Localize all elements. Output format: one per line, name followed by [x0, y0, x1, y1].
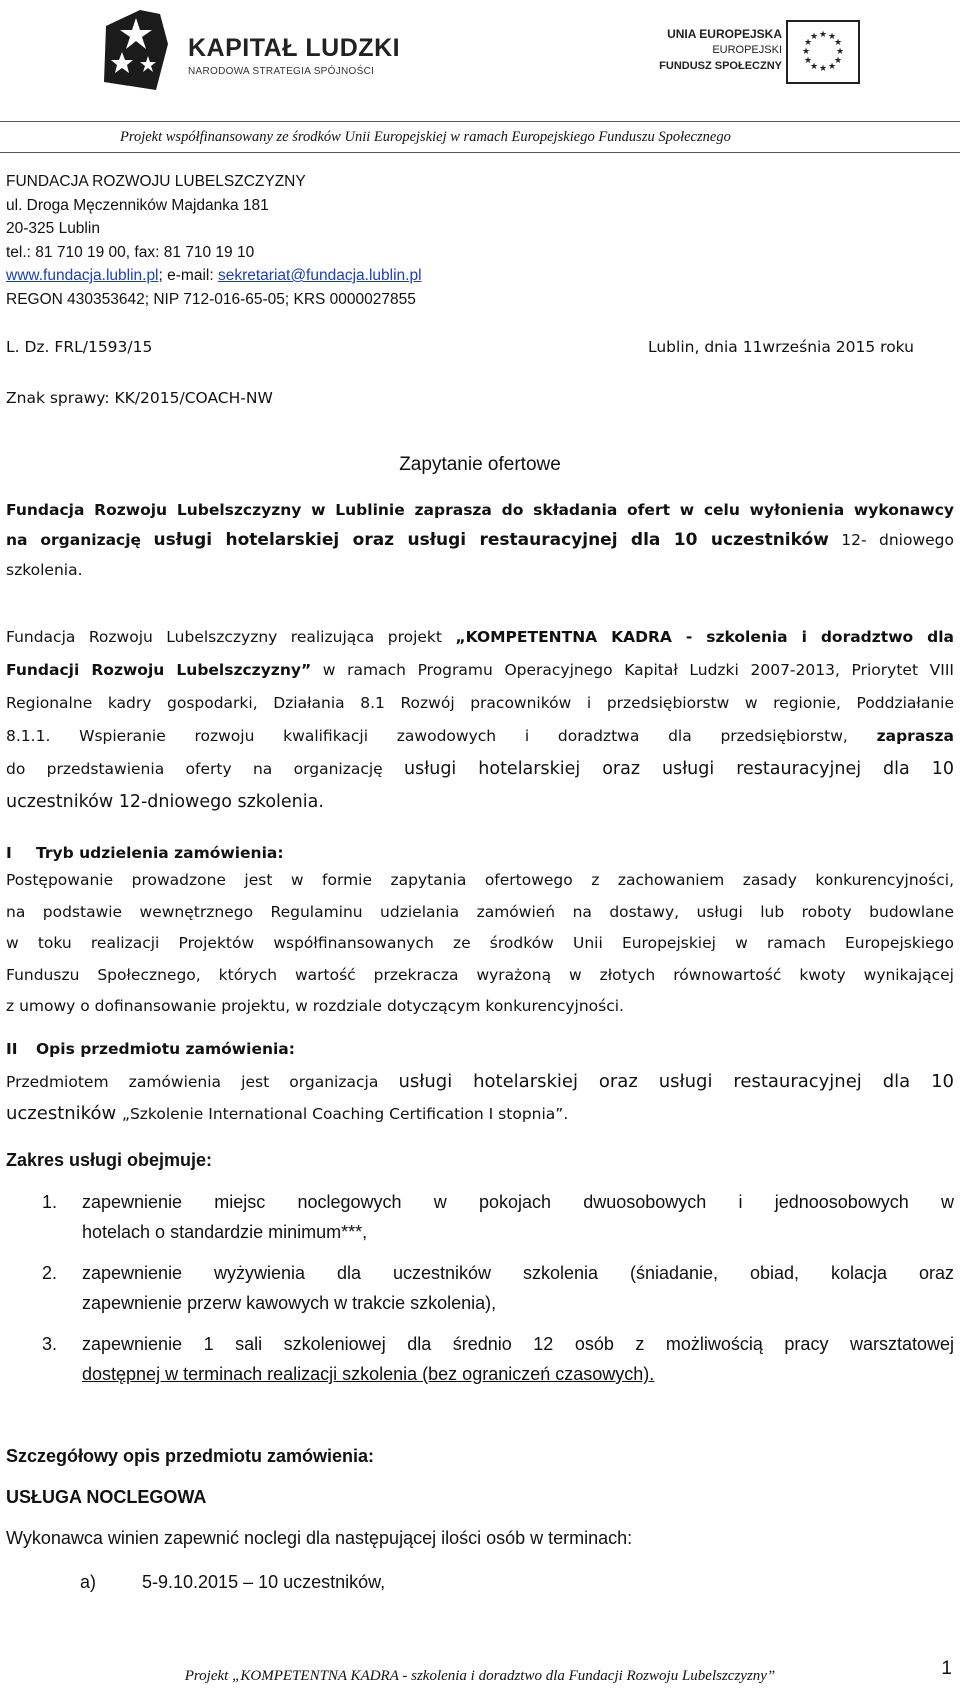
svg-text:★: ★ — [818, 30, 828, 40]
intro-paragraph — [6, 495, 954, 585]
kapital-ludzki-subtitle: NARODOWA STRATEGIA SPÓJNOŚCI — [188, 66, 375, 77]
email-prefix: ; e-mail: — [158, 267, 218, 284]
details-heading: Szczegółowy opis przedmiotu zamówienia: — [6, 1446, 375, 1466]
svg-text:★: ★ — [833, 56, 843, 66]
email-link[interactable]: sekretariat@fundacja.lublin.pl — [217, 267, 422, 284]
item-a-label: a) — [80, 1572, 97, 1592]
case-number: Znak sprawy: KK/2015/COACH-NW — [6, 389, 273, 407]
place-date: Lublin, dnia 11września 2015 roku — [648, 338, 914, 356]
eu-logo — [640, 16, 860, 88]
eu-logo-text — [659, 26, 782, 74]
eu-line3: FUNDUSZ SPOŁECZNY — [659, 60, 782, 72]
section1-body: Postępowanie prowadzone jest w formie zapytania ofertowego z zachowaniem zasady konkurencyjności, na podstawie wewnętrznego Regulaminu udzielania zamówień na dostawy, usługi lub roboty budowlane w toku realizacji Projektów współfinansowanych ze środków Unii Europejskiej w ramach Europejskiego Funduszu Społecznego, których wartość przekracza wyrażoną w złotych równowartość kwoty wynikającej z umowy o dofinansowanie projektu, w rozdziale dotyczącym konkurencyjności. — [6, 871, 954, 1015]
org-city: 20-325 Lublin — [6, 220, 100, 237]
svg-text:★: ★ — [809, 62, 819, 72]
org-street: ul. Droga Męczenników Majdanka 181 — [6, 196, 269, 214]
scope-heading: Zakres usługi obejmuje: — [6, 1150, 213, 1170]
org-web-email — [6, 264, 422, 288]
project-line5: do przedstawienia oferty na organizację usługi hotelarskiej oraz usługi restauracyjnej dla 10 — [6, 759, 954, 779]
cofinancing-note: Projekt współfinansowany ze środków Unii Europejskiej w ramach Europejskiego Funduszu Społecznego — [120, 129, 731, 145]
kapital-ludzki-title: KAPITAŁ LUDZKI — [188, 34, 401, 62]
org-ids: REGON 430353642; NIP 712-016-65-05; KRS 0000027855 — [6, 290, 416, 308]
section2-body: Przedmiotem zamówienia jest organizacja usługi hotelarskiej oraz usługi restauracyjnej dla 10 uczestników „Szkolenie International Coaching Certification I stopnia”. — [6, 1071, 954, 1124]
header-divider — [0, 121, 960, 122]
org-phone: tel.: 81 710 19 00, fax: 81 710 19 10 — [6, 243, 255, 261]
eu-flag-icon — [786, 20, 860, 84]
intro-line3: szkolenia. — [6, 561, 83, 579]
reference-number: L. Dz. FRL/1593/15 — [6, 338, 153, 356]
org-name: FUNDACJA ROZWOJU LUBELSZCZYZNY — [6, 173, 306, 190]
svg-text:★: ★ — [803, 56, 813, 66]
kapital-ludzki-logo — [96, 4, 401, 96]
document-page: KAPITAŁ LUDZKI NARODOWA STRATEGIA SPÓJNOŚCI UNIA EUROPEJSKA EUROPEJSKI FUNDUSZ SPOŁECZNY ★ ★ ★ ★ ★ ★ ★ ★ ★ ★ ★ ★ Projekt współfinansowany ze środków Unii Europejskiej w ramach Europejskiego Funduszu Społecznego FUNDACJA ROZWOJU LUBELSZCZYZNY ul. Droga Męczenników Majdanka 181 20-325 Lublin tel.: 81 710 19 00, fax: 81 710 19 10 www.fundacja.lublin.pl; e-mail: sekretariat@fundacja.lublin.pl REGON 430353642; NIP 712-016-65-05; KRS 0000027855 L. Dz. FRL/1593/15 Lublin, dnia 11września 2015 roku Znak sprawy: KK/2015/COACH-NW Zapytanie ofertowe Fundacja Rozwoju Lubelszczyzny w Lublinie zaprasza do składania ofert w celu wyłonienia wykonawcy na organizację usługi hotelarskiej oraz usługi restauracyjnej dla 10 uczestników 12- dniowego szkolenia. Fundacja Rozwoju Lubelszczyzny realizująca projekt „KOMPETENTNA KADRA - szkolenia i doradztwo dla Fundacji Rozwoju Lubelszczyzny” w ramach Programu Operacyjnego Kapitał Ludzki 2007-2013, Priorytet VIII Regionalne kadry gospodarki, Działania 8.1 Rozwój pracowników i przedsiębiorstw w regionie, Poddziałanie 8.1.1. Wspieranie rozwoju kwalifikacji zawodowych i doradztwa dla przedsiębiorstw, zaprasza do przedstawienia oferty na organizację usługi hotelarskiej oraz usługi restauracyjnej dla 10 uczestników 12-dniowego szkolenia. I Tryb udzielenia zamówienia: Postępowanie prowadzone jest w formie zapytania ofertowego z zachowaniem zasady konkurencyjności, na podstawie wewnętrznego Regulaminu udzielania zamówień na dostawy, usługi lub roboty budowlane w toku realizacji Projektów współfinansowanych ze środków Unii Europejskiej w ramach Europejskiego Funduszu Społecznego, których wartość przekracza wyrażoną w złotych równowartość kwoty wynikającej z umowy o dofinansowanie projektu, w rozdziale dotyczącym konkurencyjności. II Opis przedmiotu zamówienia: Przedmiotem zamówienia jest organizacja usługi hotelarskiej oraz usługi restauracyjnej dla 10 uczestników „Szkolenie International Coaching Certification I stopnia”. Zakres usługi obejmuje: 1. zapewnienie miejsc noclegowych w pokojach dwuosobowych i jednoosobowych w hotelach o standardzie minimum***, 2. zapewnienie wyżywienia dla uczestników szkolenia (śniadanie, obiad, kolacja oraz zapewnienie przerw kawowych w trakcie szkolenia), 3. zapewnienie 1 sali szkoleniowej dla średnio 12 osób z możliwością pracy warsztatowej dostępnej w terminach realizacji szkolenia (bez ograniczeń czasowych). Szczegółowy opis przedmiotu zamówienia: USŁUGA NOCLEGOWA Wykonawca winien zapewnić noclegi dla następującej ilości osób w terminach: a) 5-9.10.2015 – 10 uczestników, 1 Projekt „KOMPETENTNA KADRA - szkolenia i doradztwo dla Fundacji Rozwoju Lubelszczyzny” — [0, 0, 960, 1688]
footer-text: Projekt „KOMPETENTNA KADRA - szkolenia i doradztwo dla Fundacji Rozwoju Lubelszczyzny” — [184, 1668, 776, 1684]
svg-text:★: ★ — [835, 47, 845, 57]
svg-text:★: ★ — [833, 38, 843, 48]
svg-text:★: ★ — [809, 32, 819, 42]
svg-text:★: ★ — [803, 38, 813, 48]
svg-text:★: ★ — [827, 62, 837, 72]
svg-text:★: ★ — [827, 32, 837, 42]
website-link[interactable]: www.fundacja.lublin.pl — [6, 267, 159, 284]
project-paragraph — [6, 621, 954, 819]
service-heading: USŁUGA NOCLEGOWA — [6, 1487, 207, 1507]
project-line3: Regionalne kadry gospodarki, Działania 8.1 Rozwój pracowników i przedsiębiorstw w regionie, Poddziałanie — [6, 694, 954, 712]
section1-number: I — [6, 844, 12, 862]
intro-line2: na organizację usługi hotelarskiej oraz usługi restauracyjnej dla 10 uczestników 12- dniowego — [6, 530, 954, 550]
kapital-ludzki-emblem — [96, 4, 182, 96]
page-title: Zapytanie ofertowe — [399, 454, 561, 475]
eu-line1: UNIA EUROPEJSKA — [667, 27, 782, 41]
page-number: 1 — [941, 1658, 952, 1679]
svg-text:★: ★ — [801, 47, 811, 57]
intro-line1: Fundacja Rozwoju Lubelszczyzny w Lublinie zaprasza do składania ofert w celu wyłonienia wykonawcy — [6, 501, 954, 519]
address-block — [6, 170, 422, 311]
eu-line2: EUROPEJSKI — [712, 44, 782, 56]
project-line2: Fundacji Rozwoju Lubelszczyzny” w ramach Programu Operacyjnego Kapitał Ludzki 2007-2013, Priorytet VIII — [6, 661, 954, 679]
project-line1: Fundacja Rozwoju Lubelszczyzny realizująca projekt „KOMPETENTNA KADRA - szkolenia i doradztwo dla — [6, 628, 954, 646]
project-line6: uczestników 12-dniowego szkolenia. — [6, 792, 324, 812]
section2-heading: Opis przedmiotu zamówienia: — [36, 1040, 295, 1058]
item-a-text: 5-9.10.2015 – 10 uczestników, — [142, 1572, 386, 1592]
section2-number: II — [6, 1040, 18, 1058]
project-line4: 8.1.1. Wspieranie rozwoju kwalifikacji zawodowych i doradztwa dla przedsiębiorstw, zaprasza — [6, 727, 954, 745]
details-intro: Wykonawca winien zapewnić noclegi dla następującej ilości osób w terminach: — [6, 1528, 633, 1548]
header-divider-bottom — [0, 152, 960, 153]
svg-text:★: ★ — [818, 64, 828, 74]
section1-heading: Tryb udzielenia zamówienia: — [36, 844, 284, 862]
